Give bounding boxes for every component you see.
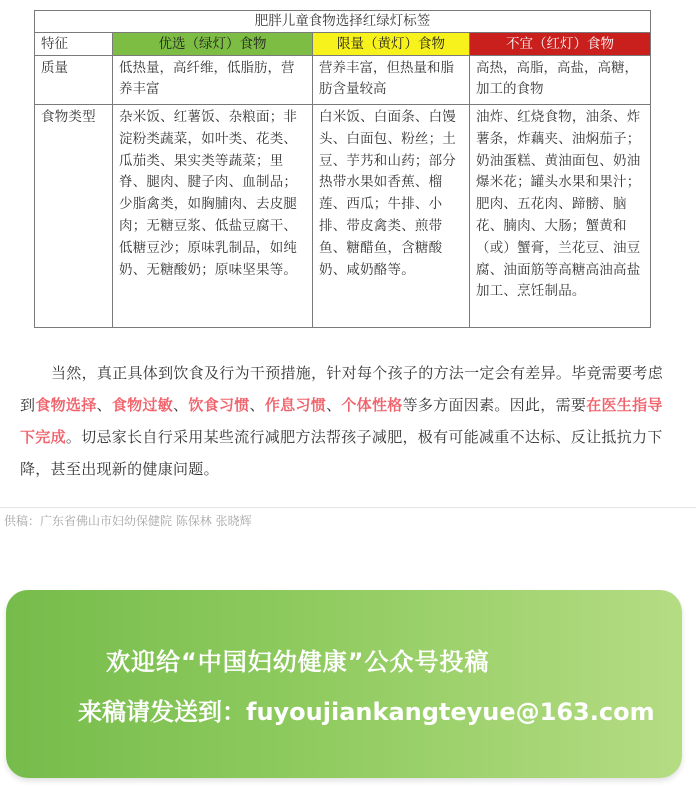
banner-email-text: 来稿请发送到：fuyoujiankangteyue@163.com	[78, 698, 655, 726]
cell-food-type-red: 油炸、红烧食物，油条、炸薯条，炸藕夹、油焖茄子；奶油蛋糕、黄油面包、奶油爆米花；罐头水果和果汁；肥肉、五花肉、蹄髈、脑花、腩肉、大肠；蟹黄和（或）蟹膏，兰花豆、油豆腐、油面筋等高糖高油高盐加工、烹饪制品。	[470, 105, 651, 328]
highlight-food-choice: 食物选择	[35, 396, 97, 414]
highlight-sleep-habits: 作息习惯	[264, 396, 327, 414]
author-credit: 供稿：广东省佛山市妇幼保健院 陈保林 张晓辉	[4, 514, 252, 528]
cell-quality-green: 低热量，高纤维，低脂肪，营养丰富	[113, 56, 313, 105]
highlight-eating-habits: 饮食习惯	[188, 396, 250, 414]
paragraph-text-1: 当然，真正具体到饮食及行为干预措施，针对每个孩子的方法一定会有差异。毕竟需要考虑到	[20, 364, 664, 414]
cell-quality-yellow: 营养丰富，但热量和脂肪含量较高	[313, 56, 470, 105]
table-header-row	[35, 33, 651, 56]
banner-invite-text: 欢迎给“中国妇幼健康”公众号投稿	[106, 648, 490, 676]
header-yellow-light: 限量（黄灯）食物	[313, 33, 470, 56]
table-row-quality	[35, 56, 651, 105]
separator: 、	[173, 396, 189, 414]
paragraph-text-2: 等多方面因素。因此，需要	[402, 396, 587, 414]
submission-banner[interactable]	[6, 590, 682, 778]
highlight-personality: 个体性格	[341, 396, 403, 414]
header-feature: 特征	[35, 33, 113, 56]
header-green-light: 优选（绿灯）食物	[113, 33, 313, 56]
separator: 、	[326, 396, 342, 414]
separator: 、	[96, 396, 112, 414]
highlight-doctor-guidance: 在医生指导下完成	[20, 396, 663, 446]
paragraph-text-3: 。切忌家长自行采用某些流行减肥方法帮孩子减肥，极有可能减重不达标、反让抵抗力下降，甚至出现新的健康问题。	[20, 428, 663, 478]
food-traffic-light-table-wrapper	[34, 10, 650, 328]
row-label-quality: 质量	[35, 56, 113, 105]
highlight-food-allergy: 食物过敏	[111, 396, 174, 414]
table-row-food-type	[35, 105, 651, 328]
advice-paragraph	[20, 357, 672, 485]
cell-quality-red: 高热，高脂，高盐，高糖，加工的食物	[470, 56, 651, 105]
cell-food-type-green: 杂米饭、红薯饭、杂粮面；非淀粉类蔬菜，如叶类、花类、瓜茄类、果实类等蔬菜；里脊、腿肉、腱子肉、血制品；少脂禽类，如胸脯肉、去皮腿肉；无糖豆浆、低盐豆腐干、低糖豆沙；原味乳制品，如纯奶、无糖酸奶；原味坚果等。	[113, 105, 313, 328]
row-label-food-type: 食物类型	[35, 105, 113, 328]
section-divider	[0, 507, 696, 508]
cell-food-type-yellow: 白米饭、白面条、白馒头、白面包、粉丝；土豆、芋艿和山药；部分热带水果如香蕉、榴莲、西瓜；牛排、小排、带皮禽类、煎带鱼、糖醋鱼，含糖酸奶、咸奶酪等。	[313, 105, 470, 328]
table-caption: 肥胖儿童食物选择红绿灯标签	[35, 11, 651, 33]
header-red-light: 不宜（红灯）食物	[470, 33, 651, 56]
food-traffic-light-table	[34, 10, 651, 328]
separator: 、	[249, 396, 265, 414]
